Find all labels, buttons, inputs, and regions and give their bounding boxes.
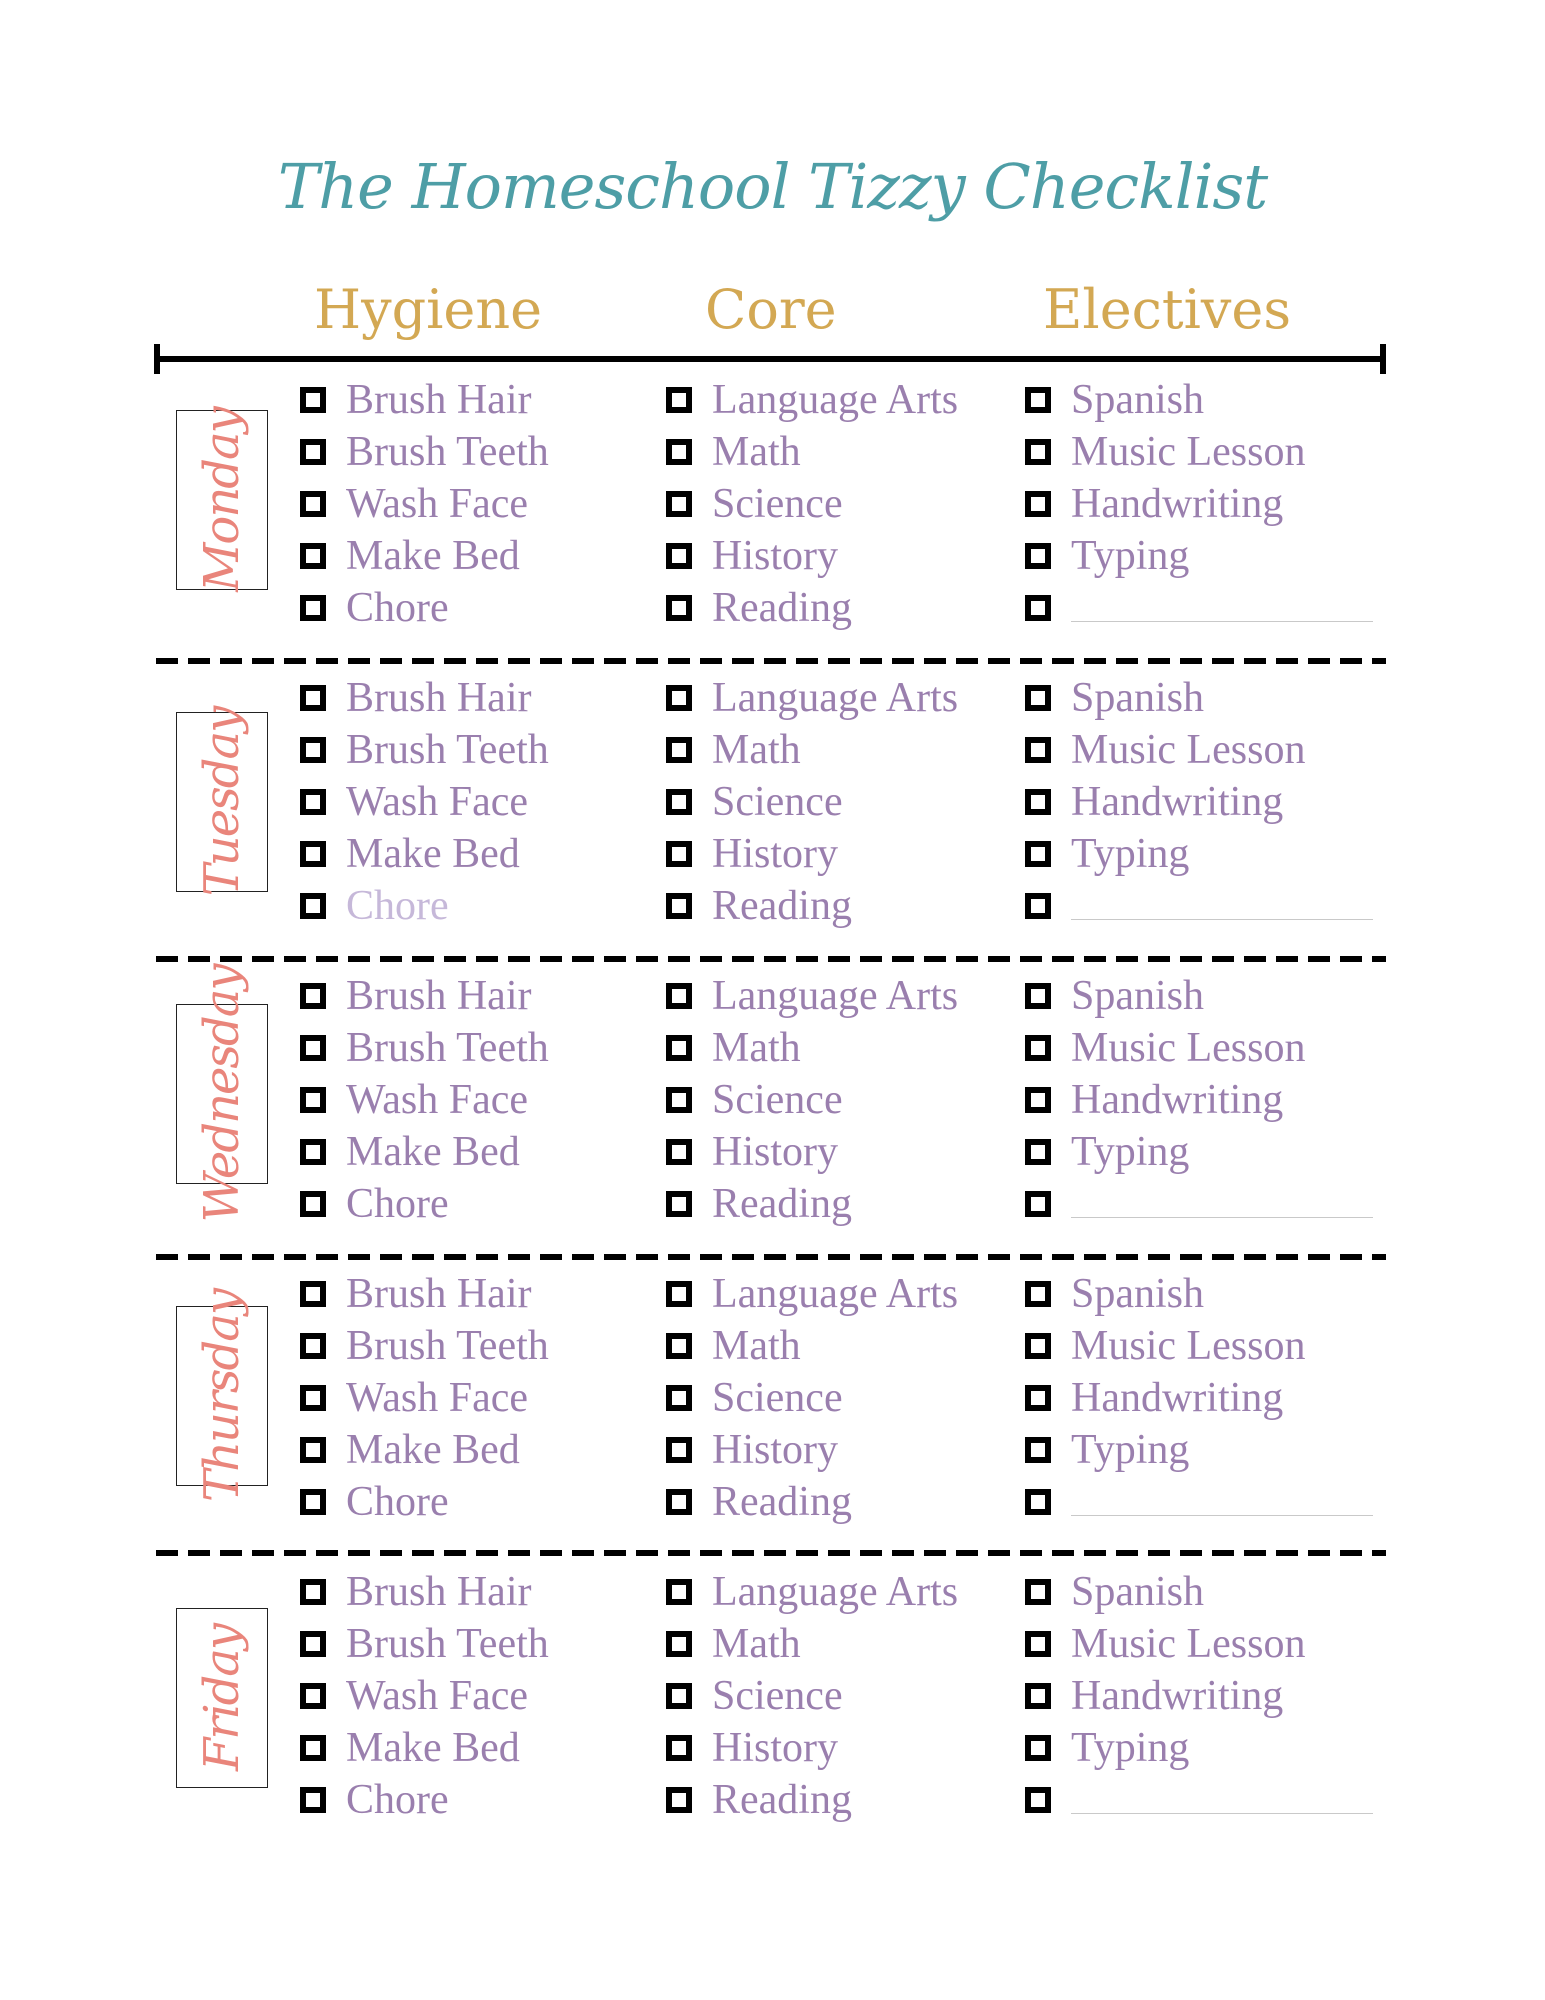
checkbox[interactable] <box>300 439 326 465</box>
hygiene-checklist-item[interactable] <box>300 728 549 772</box>
item-label: Spanish <box>1071 973 1205 1019</box>
day-label: Thursday <box>194 1290 250 1502</box>
item-label: Math <box>712 1025 801 1071</box>
checkbox[interactable] <box>300 1579 326 1605</box>
checkbox[interactable] <box>300 1489 326 1515</box>
column-heading-hygiene: Hygiene <box>314 278 543 341</box>
checkbox[interactable] <box>1025 737 1051 763</box>
electives-checklist-item[interactable] <box>1025 1272 1204 1316</box>
checkbox[interactable] <box>1025 1281 1051 1307</box>
checkbox[interactable] <box>666 685 692 711</box>
checkbox[interactable] <box>1025 1035 1051 1061</box>
write-in-line[interactable] <box>1071 1514 1373 1516</box>
electives-checklist-item[interactable] <box>1025 1182 1373 1226</box>
hygiene-checklist-item[interactable] <box>300 534 520 578</box>
checkbox[interactable] <box>666 1735 692 1761</box>
item-label: Wash Face <box>346 481 529 527</box>
checkbox[interactable] <box>300 1437 326 1463</box>
item-label: Science <box>712 779 843 825</box>
electives-checklist-item[interactable] <box>1025 676 1204 720</box>
checkbox[interactable] <box>666 737 692 763</box>
hygiene-checklist-item[interactable] <box>300 430 549 474</box>
item-label: Typing <box>1071 1725 1190 1771</box>
core-checklist-item[interactable] <box>666 534 838 578</box>
checkbox[interactable] <box>300 491 326 517</box>
item-label: Reading <box>712 1181 852 1227</box>
column-heading-electives: Electives <box>1043 278 1292 341</box>
item-label: Chore <box>346 883 449 929</box>
electives-checklist-item[interactable] <box>1025 1480 1373 1524</box>
item-label: Music Lesson <box>1071 429 1306 475</box>
hygiene-checklist-item[interactable] <box>300 1272 531 1316</box>
electives-checklist-item[interactable] <box>1025 728 1306 772</box>
item-label: Music Lesson <box>1071 1025 1306 1071</box>
hygiene-checklist-item[interactable] <box>300 1674 528 1718</box>
checkbox[interactable] <box>1025 1087 1051 1113</box>
electives-checklist-item[interactable] <box>1025 1376 1283 1420</box>
day-label-box <box>176 410 268 590</box>
item-label: History <box>712 533 838 579</box>
item-label: Brush Teeth <box>346 727 549 773</box>
core-checklist-item[interactable] <box>666 1480 852 1524</box>
checkbox[interactable] <box>666 543 692 569</box>
item-label: Chore <box>346 1479 449 1525</box>
checkbox[interactable] <box>666 1631 692 1657</box>
checkbox[interactable] <box>1025 1631 1051 1657</box>
core-checklist-item[interactable] <box>666 1272 958 1316</box>
core-checklist-item[interactable] <box>666 1726 838 1770</box>
day-label-box <box>176 1608 268 1788</box>
checkbox[interactable] <box>1025 543 1051 569</box>
checkbox[interactable] <box>666 841 692 867</box>
checkbox[interactable] <box>666 1139 692 1165</box>
hygiene-checklist-item[interactable] <box>300 1130 520 1174</box>
checkbox[interactable] <box>300 1385 326 1411</box>
item-label: History <box>712 1725 838 1771</box>
item-label: Wash Face <box>346 1673 529 1719</box>
core-checklist-item[interactable] <box>666 676 958 720</box>
hygiene-checklist-item[interactable] <box>300 1026 549 1070</box>
core-checklist-item[interactable] <box>666 728 801 772</box>
core-checklist-item[interactable] <box>666 1130 838 1174</box>
header-divider-left-cap <box>154 344 160 374</box>
item-label: Wash Face <box>346 1375 529 1421</box>
item-label: Brush Teeth <box>346 1025 549 1071</box>
core-checklist-item[interactable] <box>666 430 801 474</box>
electives-checklist-item[interactable] <box>1025 430 1306 474</box>
item-label: Handwriting <box>1071 481 1284 527</box>
checkbox[interactable] <box>300 1139 326 1165</box>
checkbox[interactable] <box>300 789 326 815</box>
item-label: Brush Hair <box>346 377 532 423</box>
checkbox[interactable] <box>300 1087 326 1113</box>
checkbox[interactable] <box>666 1191 692 1217</box>
checkbox[interactable] <box>1025 1579 1051 1605</box>
core-checklist-item[interactable] <box>666 1622 801 1666</box>
day-divider <box>156 956 1386 962</box>
item-label: Make Bed <box>346 533 520 579</box>
core-checklist-item[interactable] <box>666 378 958 422</box>
hygiene-checklist-item[interactable] <box>300 1480 449 1524</box>
checkbox[interactable] <box>1025 387 1051 413</box>
electives-checklist-item[interactable] <box>1025 1726 1189 1770</box>
checkbox[interactable] <box>666 983 692 1009</box>
checkbox[interactable] <box>300 595 326 621</box>
day-divider <box>156 658 1386 664</box>
hygiene-checklist-item[interactable] <box>300 1428 520 1472</box>
write-in-line[interactable] <box>1071 1216 1373 1218</box>
checkbox[interactable] <box>300 1631 326 1657</box>
core-checklist-item[interactable] <box>666 974 958 1018</box>
checkbox[interactable] <box>300 1035 326 1061</box>
core-checklist-item[interactable] <box>666 832 838 876</box>
electives-checklist-item[interactable] <box>1025 1130 1189 1174</box>
item-label: Make Bed <box>346 1725 520 1771</box>
item-label: Handwriting <box>1071 1375 1284 1421</box>
checkbox[interactable] <box>666 1087 692 1113</box>
item-label: Typing <box>1071 1129 1190 1175</box>
day-divider <box>156 1550 1386 1556</box>
item-label: Make Bed <box>346 1129 520 1175</box>
checkbox[interactable] <box>300 893 326 919</box>
hygiene-checklist-item[interactable] <box>300 884 449 928</box>
electives-checklist-item[interactable] <box>1025 832 1189 876</box>
item-label: Language Arts <box>712 1569 959 1615</box>
core-checklist-item[interactable] <box>666 884 852 928</box>
item-label: Brush Hair <box>346 1569 532 1615</box>
item-label: Reading <box>712 1777 852 1823</box>
checkbox[interactable] <box>666 1385 692 1411</box>
checkbox[interactable] <box>300 1683 326 1709</box>
hygiene-checklist-item[interactable] <box>300 586 449 630</box>
item-label: Chore <box>346 585 449 631</box>
item-label: Wash Face <box>346 1077 529 1123</box>
electives-checklist-item[interactable] <box>1025 378 1204 422</box>
core-checklist-item[interactable] <box>666 1778 852 1822</box>
item-label: Brush Hair <box>346 675 532 721</box>
item-label: Typing <box>1071 831 1190 877</box>
item-label: Music Lesson <box>1071 1621 1306 1667</box>
checkbox[interactable] <box>1025 595 1051 621</box>
electives-checklist-item[interactable] <box>1025 780 1283 824</box>
item-label: Math <box>712 1323 801 1369</box>
checkbox[interactable] <box>1025 1489 1051 1515</box>
electives-checklist-item[interactable] <box>1025 534 1189 578</box>
hygiene-checklist-item[interactable] <box>300 1726 520 1770</box>
checkbox[interactable] <box>1025 1139 1051 1165</box>
electives-checklist-item[interactable] <box>1025 1778 1373 1822</box>
item-label: Science <box>712 481 843 527</box>
checkbox[interactable] <box>1025 491 1051 517</box>
checkbox[interactable] <box>666 1579 692 1605</box>
core-checklist-item[interactable] <box>666 1570 958 1614</box>
checkbox[interactable] <box>300 1735 326 1761</box>
electives-checklist-item[interactable] <box>1025 1026 1306 1070</box>
electives-checklist-item[interactable] <box>1025 1324 1306 1368</box>
checkbox[interactable] <box>1025 893 1051 919</box>
checkbox[interactable] <box>666 789 692 815</box>
item-label: Reading <box>712 883 852 929</box>
item-label: Brush Hair <box>346 1271 532 1317</box>
checkbox[interactable] <box>300 1333 326 1359</box>
item-label: Typing <box>1071 533 1190 579</box>
item-label: Reading <box>712 585 852 631</box>
electives-checklist-item[interactable] <box>1025 586 1373 630</box>
core-checklist-item[interactable] <box>666 780 843 824</box>
hygiene-checklist-item[interactable] <box>300 1778 449 1822</box>
checkbox[interactable] <box>300 983 326 1009</box>
checkbox[interactable] <box>1025 1437 1051 1463</box>
electives-checklist-item[interactable] <box>1025 974 1204 1018</box>
checkbox[interactable] <box>1025 439 1051 465</box>
checkbox[interactable] <box>1025 841 1051 867</box>
item-label: Language Arts <box>712 377 959 423</box>
item-label: Wash Face <box>346 779 529 825</box>
day-divider <box>156 1254 1386 1260</box>
write-in-line[interactable] <box>1071 918 1373 920</box>
item-label: Spanish <box>1071 1569 1205 1615</box>
item-label: Brush Hair <box>346 973 532 1019</box>
electives-checklist-item[interactable] <box>1025 1570 1204 1614</box>
checkbox[interactable] <box>300 1191 326 1217</box>
checkbox[interactable] <box>300 1787 326 1813</box>
item-label: Language Arts <box>712 1271 959 1317</box>
item-label: Handwriting <box>1071 1673 1284 1719</box>
checkbox[interactable] <box>300 543 326 569</box>
checkbox[interactable] <box>1025 789 1051 815</box>
hygiene-checklist-item[interactable] <box>300 780 528 824</box>
electives-checklist-item[interactable] <box>1025 1674 1283 1718</box>
checkbox[interactable] <box>666 1035 692 1061</box>
checkbox[interactable] <box>1025 1683 1051 1709</box>
checkbox[interactable] <box>666 893 692 919</box>
core-checklist-item[interactable] <box>666 1674 843 1718</box>
item-label: Math <box>712 429 801 475</box>
item-label: Math <box>712 1621 801 1667</box>
core-checklist-item[interactable] <box>666 1026 801 1070</box>
checkbox[interactable] <box>666 491 692 517</box>
checkbox[interactable] <box>300 387 326 413</box>
checkbox[interactable] <box>666 1787 692 1813</box>
item-label: History <box>712 1129 838 1175</box>
item-label: Handwriting <box>1071 779 1284 825</box>
hygiene-checklist-item[interactable] <box>300 832 520 876</box>
checkbox[interactable] <box>666 595 692 621</box>
item-label: Chore <box>346 1181 449 1227</box>
core-checklist-item[interactable] <box>666 1324 801 1368</box>
item-label: Science <box>712 1375 843 1421</box>
hygiene-checklist-item[interactable] <box>300 1324 549 1368</box>
checkbox[interactable] <box>300 737 326 763</box>
checkbox[interactable] <box>666 1489 692 1515</box>
item-label: Make Bed <box>346 1427 520 1473</box>
item-label: Brush Teeth <box>346 1621 549 1667</box>
electives-checklist-item[interactable] <box>1025 1078 1283 1122</box>
day-label: Friday <box>194 1624 250 1772</box>
hygiene-checklist-item[interactable] <box>300 1376 528 1420</box>
hygiene-checklist-item[interactable] <box>300 378 531 422</box>
hygiene-checklist-item[interactable] <box>300 1570 531 1614</box>
hygiene-checklist-item[interactable] <box>300 1622 549 1666</box>
item-label: Math <box>712 727 801 773</box>
core-checklist-item[interactable] <box>666 1078 843 1122</box>
item-label: History <box>712 1427 838 1473</box>
header-divider-right-cap <box>1380 344 1386 374</box>
item-label: Typing <box>1071 1427 1190 1473</box>
item-label: Science <box>712 1673 843 1719</box>
checkbox[interactable] <box>666 1683 692 1709</box>
checkbox[interactable] <box>1025 1191 1051 1217</box>
checkbox[interactable] <box>1025 983 1051 1009</box>
checkbox[interactable] <box>1025 685 1051 711</box>
core-checklist-item[interactable] <box>666 1182 852 1226</box>
electives-checklist-item[interactable] <box>1025 1428 1189 1472</box>
write-in-line[interactable] <box>1071 620 1373 622</box>
item-label: Chore <box>346 1777 449 1823</box>
item-label: Make Bed <box>346 831 520 877</box>
hygiene-checklist-item[interactable] <box>300 974 531 1018</box>
item-label: Handwriting <box>1071 1077 1284 1123</box>
day-label-box <box>176 1290 268 1502</box>
checkbox[interactable] <box>300 685 326 711</box>
checkbox[interactable] <box>1025 1333 1051 1359</box>
item-label: Reading <box>712 1479 852 1525</box>
item-label: Music Lesson <box>1071 727 1306 773</box>
checkbox[interactable] <box>666 1333 692 1359</box>
checkbox[interactable] <box>1025 1735 1051 1761</box>
item-label: Spanish <box>1071 377 1205 423</box>
day-label: Wednesday <box>194 965 250 1223</box>
core-checklist-item[interactable] <box>666 1428 838 1472</box>
item-label: History <box>712 831 838 877</box>
hygiene-checklist-item[interactable] <box>300 482 528 526</box>
item-label: Brush Teeth <box>346 429 549 475</box>
checkbox[interactable] <box>1025 1787 1051 1813</box>
hygiene-checklist-item[interactable] <box>300 1182 449 1226</box>
core-checklist-item[interactable] <box>666 482 843 526</box>
checkbox[interactable] <box>666 387 692 413</box>
electives-checklist-item[interactable] <box>1025 1622 1306 1666</box>
hygiene-checklist-item[interactable] <box>300 676 531 720</box>
day-label: Tuesday <box>194 707 250 897</box>
checkbox[interactable] <box>1025 1385 1051 1411</box>
checkbox[interactable] <box>666 439 692 465</box>
electives-checklist-item[interactable] <box>1025 884 1373 928</box>
column-heading-core: Core <box>705 278 837 341</box>
day-label-box <box>176 707 268 897</box>
write-in-line[interactable] <box>1071 1812 1373 1814</box>
item-label: Brush Teeth <box>346 1323 549 1369</box>
hygiene-checklist-item[interactable] <box>300 1078 528 1122</box>
checklist-title: The Homeschool Tizzy Checklist <box>277 150 1268 223</box>
item-label: Science <box>712 1077 843 1123</box>
checkbox[interactable] <box>666 1281 692 1307</box>
header-divider <box>156 356 1386 362</box>
checkbox[interactable] <box>300 1281 326 1307</box>
item-label: Language Arts <box>712 973 959 1019</box>
day-label-box <box>176 965 268 1223</box>
item-label: Music Lesson <box>1071 1323 1306 1369</box>
checkbox[interactable] <box>300 841 326 867</box>
item-label: Language Arts <box>712 675 959 721</box>
core-checklist-item[interactable] <box>666 1376 843 1420</box>
electives-checklist-item[interactable] <box>1025 482 1283 526</box>
core-checklist-item[interactable] <box>666 586 852 630</box>
item-label: Spanish <box>1071 675 1205 721</box>
day-label: Monday <box>194 408 250 592</box>
checkbox[interactable] <box>666 1437 692 1463</box>
item-label: Spanish <box>1071 1271 1205 1317</box>
